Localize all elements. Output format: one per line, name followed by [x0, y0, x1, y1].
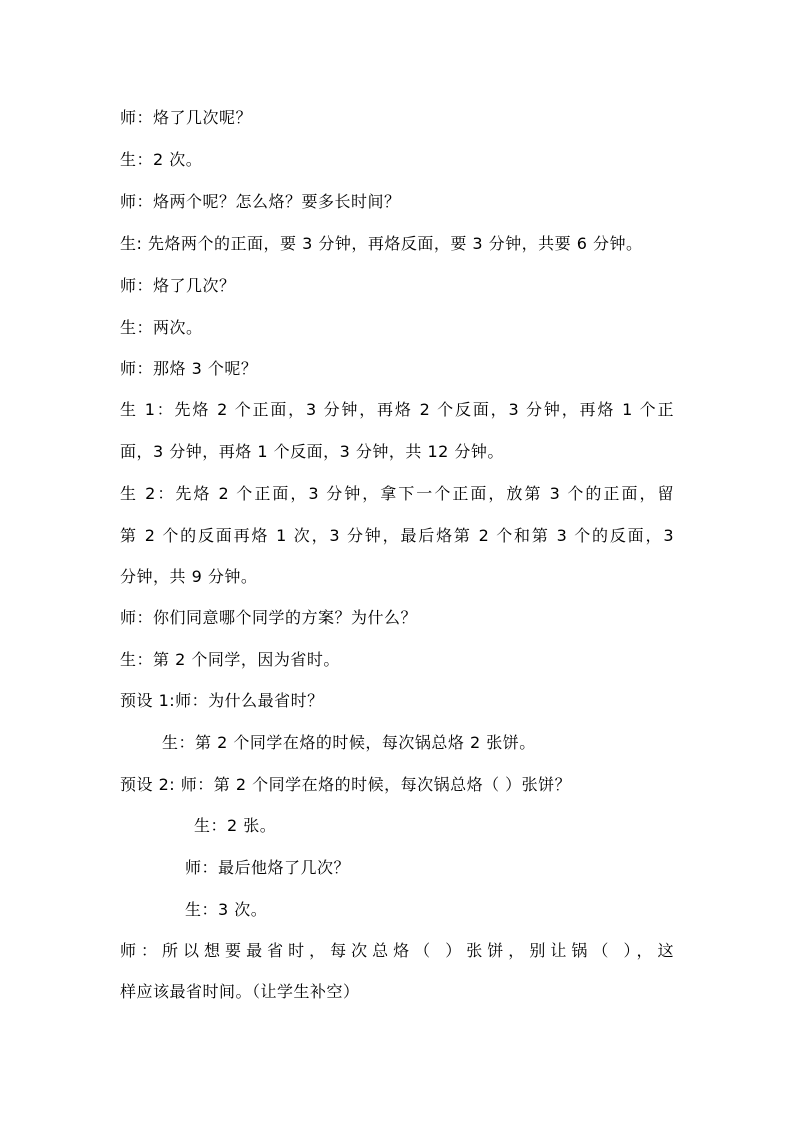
dialogue-line-2: 生：2 次。	[120, 150, 203, 169]
dialogue-line-3: 师：烙两个呢？怎么烙？要多长时间？	[120, 192, 401, 211]
dialogue-line-13: 师：你们同意哪个同学的方案？为什么？	[120, 608, 418, 627]
dialogue-line-1: 师：烙了几次呢？	[120, 108, 253, 127]
preset-1-answer: 生：第 2 个同学在烙的时候，每次锅总烙 2 张饼。	[162, 733, 536, 752]
dialogue-line-6: 生：两次。	[120, 318, 203, 337]
preset-2-question-2: 师：最后他烙了几次？	[185, 858, 351, 877]
preset-2-line: 预设 2: 师：第 2 个同学在烙的时候，每次锅总烙（ ）张饼？	[120, 775, 572, 794]
dialogue-line-22: 样应该最省时间。（让学生补空）	[120, 982, 360, 1001]
dialogue-line-14: 生：第 2 个同学，因为省时。	[120, 650, 340, 669]
dialogue-line-21: 师：所以想要最省时，每次总烙（ ）张饼，别让锅（ ），这	[120, 941, 674, 960]
dialogue-line-5: 师：烙了几次？	[120, 276, 236, 295]
preset-2-answer-2: 生：3 次。	[185, 900, 268, 919]
preset-2-answer-1: 生：2 张。	[194, 816, 277, 835]
preset-1-line: 预设 1:师：为什么最省时？	[120, 691, 324, 710]
dialogue-line-10: 生 2：先烙 2 个正面，3 分钟，拿下一个正面，放第 3 个的正面，留	[120, 484, 674, 503]
dialogue-line-8: 生 1：先烙 2 个正面，3 分钟，再烙 2 个反面，3 分钟，再烙 1 个正	[120, 400, 674, 419]
dialogue-line-7: 师：那烙 3 个呢？	[120, 359, 258, 378]
dialogue-line-9: 面，3 分钟，再烙 1 个反面，3 分钟，共 12 分钟。	[120, 442, 504, 461]
dialogue-line-12: 分钟，共 9 分钟。	[120, 567, 258, 586]
dialogue-line-11: 第 2 个的反面再烙 1 次，3 分钟，最后烙第 2 个和第 3 个的反面，3	[120, 526, 674, 545]
dialogue-line-4: 生: 先烙两个的正面，要 3 分钟，再烙反面，要 3 分钟，共要 6 分钟。	[120, 234, 643, 253]
